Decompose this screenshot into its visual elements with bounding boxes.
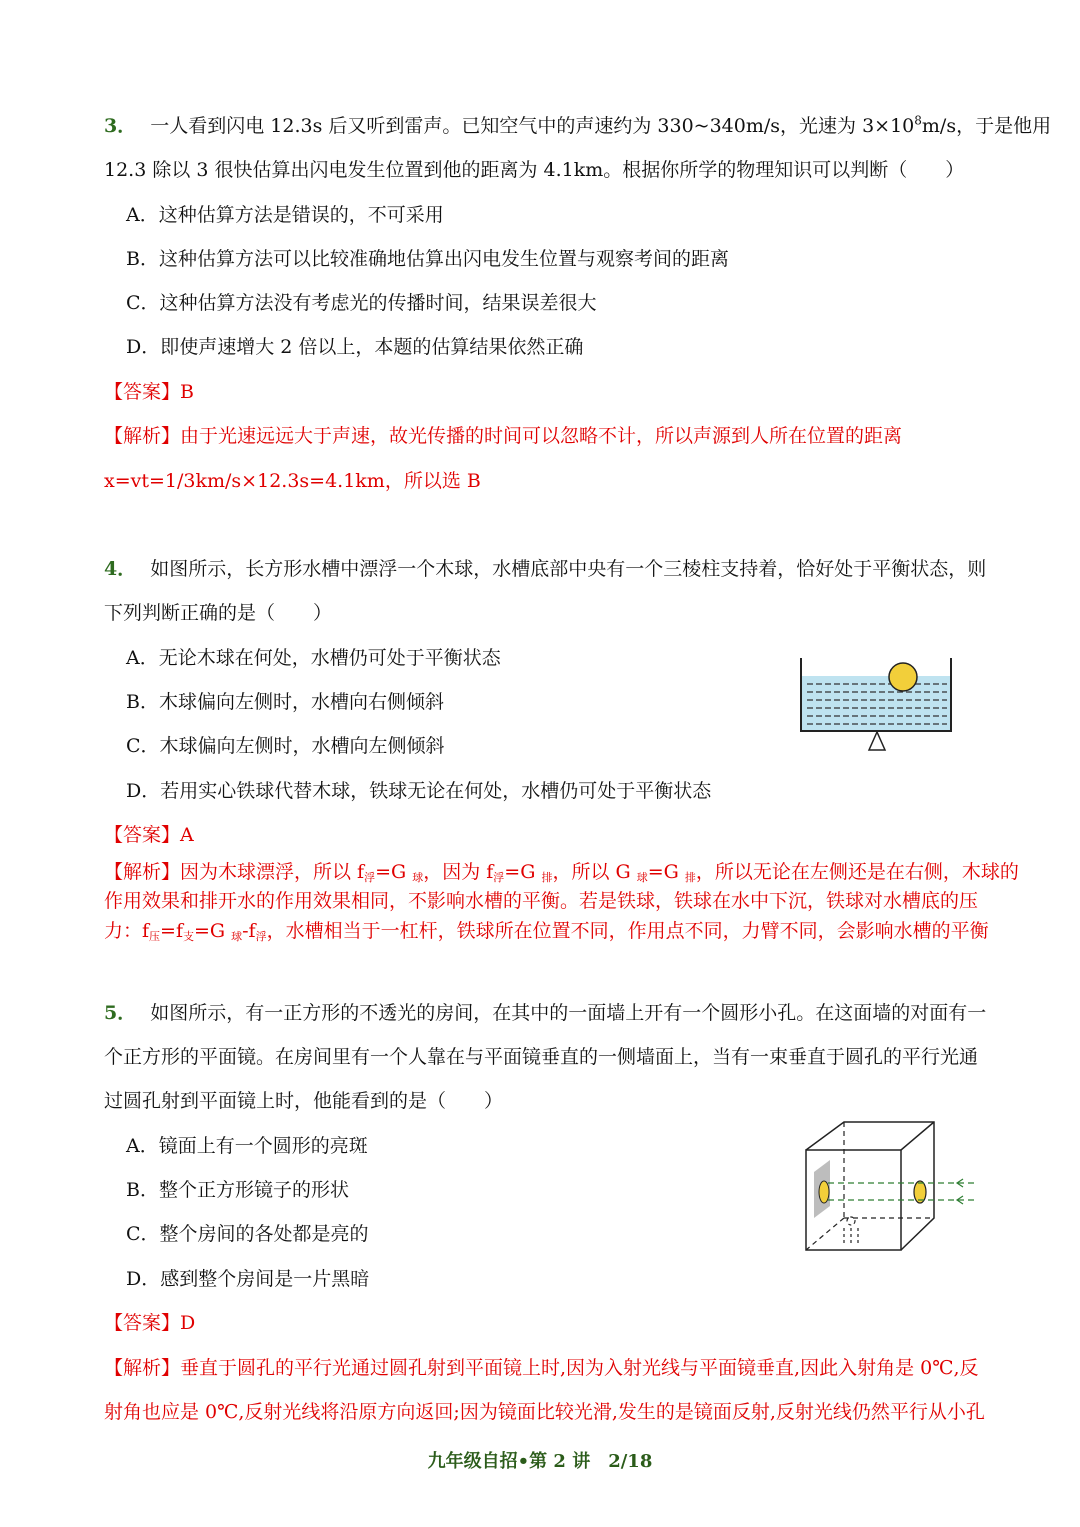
q5-stem-line3: 过圆孔射到平面镜上时，他能看到的是（ ） (104, 1090, 504, 1112)
q3-analysis-line2: x=vt=1/3km/s×12.3s=4.1km，所以选 B (104, 470, 481, 492)
q4-answer: 【答案】A (104, 824, 194, 846)
q3-stem-line1: 3． 一人看到闪电 12.3s 后又听到雷声。已知空气中的声速约为 330~340m/s，光速为 $3\times 10^8m/s$，于是他用 (104, 113, 1052, 137)
q3-answer: 【答案】B (104, 381, 194, 403)
q5-option-d: D．感到整个房间是一片黑暗 (126, 1268, 370, 1290)
q3-option-b: B．这种估算方法可以比较准确地估算出闪电发生位置与观察考间的距离 (126, 248, 729, 270)
q5-option-a: A．镜面上有一个圆形的亮斑 (126, 1135, 368, 1157)
q3-stem-line2: 12.3 除以 3 很快估算出闪电发生位置到他的距离为 4.1km。根据你所学的物理知识可以判断（ ） (104, 159, 965, 181)
q4-analysis-line1: 【解析】因为木球漂浮，所以 $f_浮=G$ $_球$，因为 $f_浮=G$ $_排$，所以 G $_球$=G $_排$，所以无论在左侧还是在右侧，木球的 (104, 861, 1019, 884)
page-footer: 九年级自招•第 2 讲 2/18 (427, 1451, 653, 1472)
q5-answer: 【答案】D (104, 1312, 196, 1334)
room-cube-figure (800, 1118, 980, 1256)
q3-number: 3． (104, 115, 137, 137)
q3-option-c: C．这种估算方法没有考虑光的传播时间，结果误差很大 (126, 292, 597, 314)
q4-number: 4． (104, 558, 137, 580)
q4-analysis-line2: 作用效果和排开水的作用效果相同，不影响水槽的平衡。若是铁球，铁球在水中下沉，铁球对水槽底的压 (104, 890, 979, 912)
q5-stem-line2: 个正方形的平面镜。在房间里有一个人靠在与平面镜垂直的一侧墙面上，当有一束垂直于圆孔的平行光通 (104, 1046, 979, 1068)
q5-analysis-line1: 【解析】垂直于圆孔的平行光通过圆孔射到平面镜上时,因为入射光线与平面镜垂直,因此入射角是 0℃,反 (104, 1357, 979, 1379)
q5-analysis-line2: 射角也应是 0℃,反射光线将沿原方向返回;因为镜面比较光滑,发生的是镜面反射,反射光线仍然平行从小孔 (104, 1401, 985, 1423)
q3-analysis-line1: 【解析】由于光速远远大于声速，故光传播的时间可以忽略不计，所以声源到人所在位置的距离 (104, 425, 903, 447)
q4-option-d: D．若用实心铁球代替木球，铁球无论在何处，水槽仍可处于平衡状态 (126, 780, 712, 802)
q4-analysis-line3: 力：$f_压=f_支=G$ $_球-f_浮$，水槽相当于一杠杆，铁球所在位置不同，作用点不同，力臂不同，会影响水槽的平衡 (104, 920, 989, 943)
q4-stem-line1: 4． 如图所示，长方形水槽中漂浮一个木球，水槽底部中央有一个三棱柱支持着，恰好处于平衡状态，则 (104, 558, 987, 580)
q4-option-b: B．木球偏向左侧时，水槽向右侧倾斜 (126, 691, 444, 713)
person-outline (844, 1217, 858, 1246)
triangular-prism-support (869, 732, 885, 750)
water-trough-figure (795, 652, 960, 754)
q3-option-d: D．即使声速增大 2 倍以上，本题的估算结果依然正确 (126, 336, 584, 358)
light-spot (819, 1181, 829, 1203)
q5-stem-line1: 5． 如图所示，有一正方形的不透光的房间，在其中的一面墙上开有一个圆形小孔。在这面墙的对面有一 (104, 1002, 987, 1024)
q3-option-a: A．这种估算方法是错误的，不可采用 (126, 204, 444, 226)
q4-option-a: A．无论木球在何处，水槽仍可处于平衡状态 (126, 647, 501, 669)
q5-number: 5． (104, 1002, 137, 1024)
q5-option-b: B．整个正方形镜子的形状 (126, 1179, 349, 1201)
q5-option-c: C．整个房间的各处都是亮的 (126, 1223, 369, 1245)
q4-stem-line2: 下列判断正确的是（ ） (104, 602, 333, 624)
q4-option-c: C．木球偏向左侧时，水槽向左侧倾斜 (126, 735, 445, 757)
wooden-ball (889, 663, 917, 691)
